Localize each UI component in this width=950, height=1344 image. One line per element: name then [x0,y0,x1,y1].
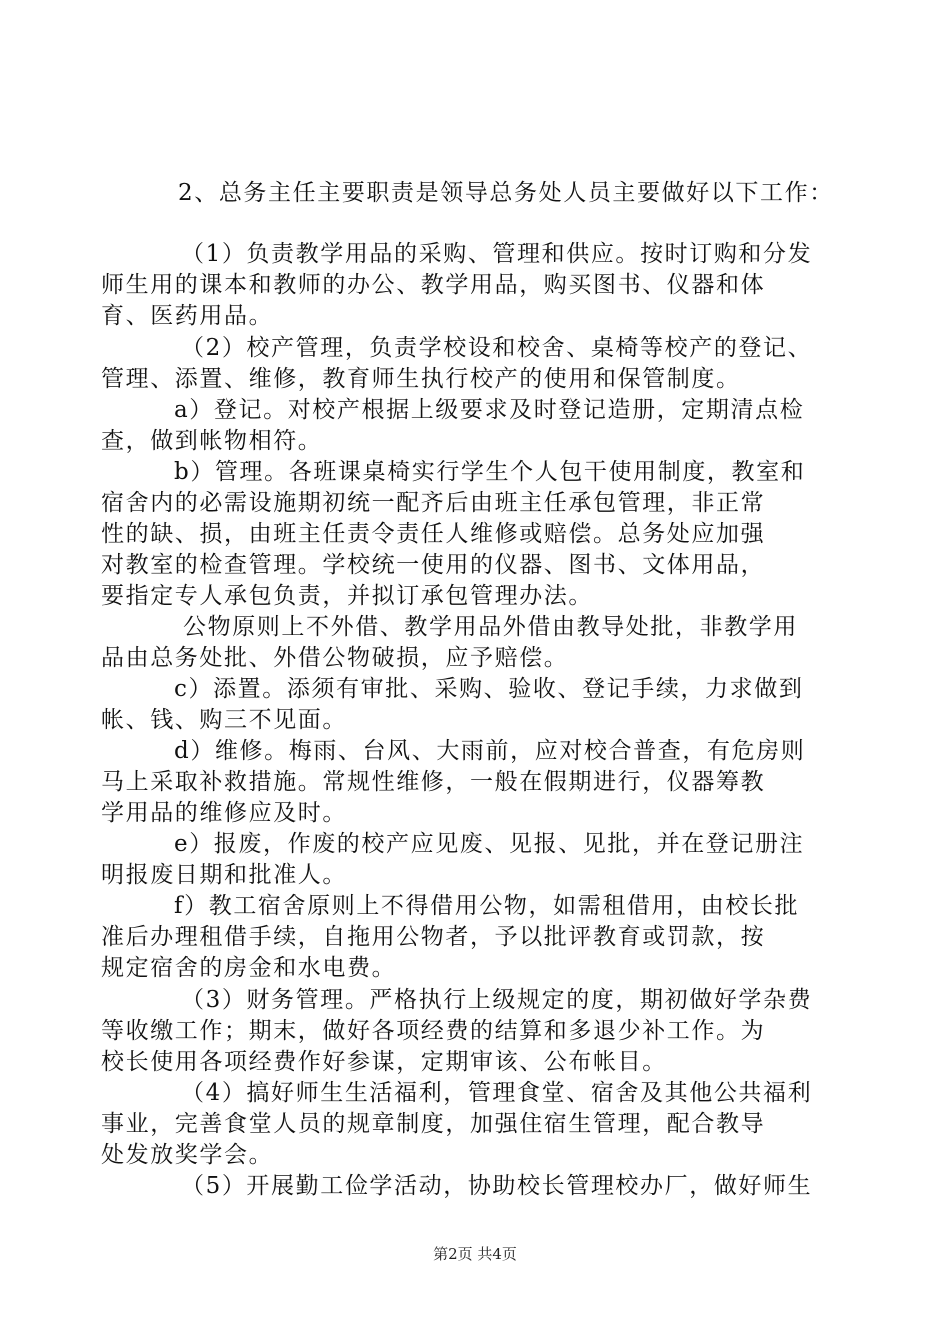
paragraph-line: 性的缺、损，由班主任责令责任人维修或赔偿。总务处应加强 [101,521,766,547]
paragraph-line: 处发放奖学会。 [101,1142,274,1168]
paragraph-line: b）管理。各班课桌椅实行学生个人包干使用制度，教室和 [174,459,806,485]
paragraph-line: （5）开展勤工俭学活动，协助校长管理校办厂，做好师生 [181,1173,813,1199]
paragraph-line: 规定宿舍的房金和水电费。 [101,955,397,981]
paragraph-line: 马上采取补救措施。常规性维修，一般在假期进行，仪器筹教 [101,769,766,795]
paragraph-line: 学用品的维修应及时。 [101,800,347,826]
paragraph-line: （3）财务管理。严格执行上级规定的度，期初做好学杂费 [181,987,813,1013]
paragraph-line: 育、医药用品。 [101,303,274,329]
page-footer: 第2页 共4页 [433,1245,517,1263]
paragraph-line: 2、总务主任主要职责是领导总务处人员主要做好以下工作： [178,180,834,206]
paragraph-line: （4）搞好师生生活福利，管理食堂、宿舍及其他公共福利 [181,1080,813,1106]
paragraph-line: f）教工宿舍原则上不得借用公物，如需租借用，由校长批 [174,893,800,919]
paragraph-line: 等收缴工作；期末，做好各项经费的结算和多退少补工作。为 [101,1018,766,1044]
paragraph-line: 品由总务处批、外借公物破损，应予赔偿。 [101,645,569,671]
paragraph-line: 师生用的课本和教师的办公、教学用品，购买图书、仪器和体 [101,272,766,298]
paragraph-line: 帐、钱、购三不见面。 [101,707,347,733]
paragraph-line: e）报废，作废的校产应见废、见报、见批，并在登记册注 [174,831,805,857]
paragraph-line: a）登记。对校产根据上级要求及时登记造册，定期清点检 [174,397,805,423]
paragraph-line: 查，做到帐物相符。 [101,428,323,454]
paragraph-line: 对教室的检查管理。学校统一使用的仪器、图书、文体用品， [101,552,766,578]
paragraph-line: 管理、添置、维修，教育师生执行校产的使用和保管制度。 [101,366,741,392]
paragraph-line: 事业，完善食堂人员的规章制度，加强住宿生管理，配合教导 [101,1111,766,1137]
paragraph-line: 宿舍内的必需设施期初统一配齐后由班主任承包管理，非正常 [101,490,766,516]
paragraph-line: 准后办理租借手续，自拖用公物者，予以批评教育或罚款，按 [101,924,766,950]
paragraph-line: 明报废日期和批准人。 [101,862,347,888]
paragraph-line: 公物原则上不外借、教学用品外借由教导处批，非教学用 [183,614,798,640]
paragraph-line: c）添置。添须有审批、采购、验收、登记手续，力求做到 [174,676,804,702]
paragraph-line: d）维修。梅雨、台风、大雨前，应对校合普查，有危房则 [174,738,806,764]
paragraph-line: 校长使用各项经费作好参谋，定期审该、公布帐目。 [101,1049,667,1075]
paragraph-line: （2）校产管理，负责学校设和校舍、桌椅等校产的登记、 [181,335,813,361]
paragraph-line: 要指定专人承包负责，并拟订承包管理办法。 [101,583,593,609]
paragraph-line: （1）负责教学用品的采购、管理和供应。按时订购和分发 [181,241,813,267]
